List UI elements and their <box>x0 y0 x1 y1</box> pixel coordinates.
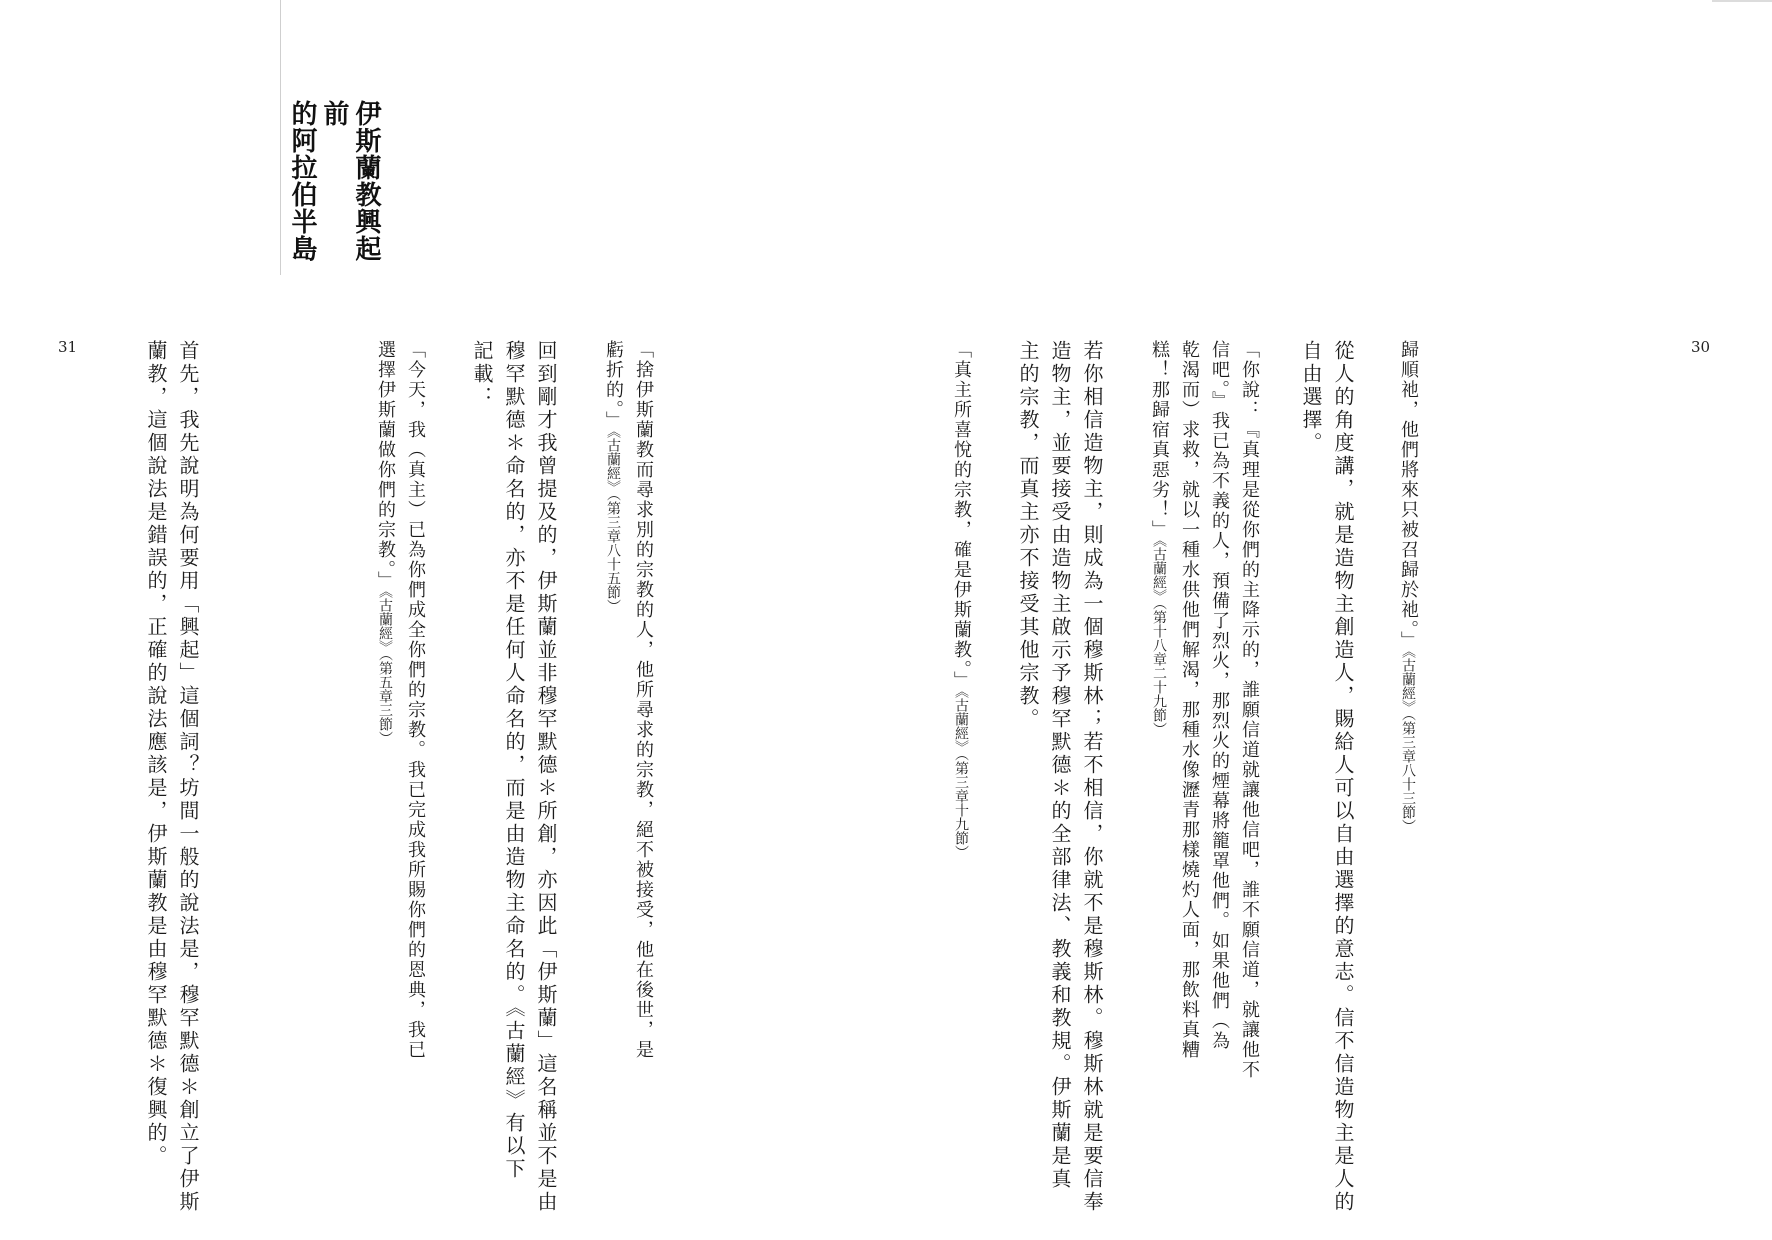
body-text-column: 蘭教，這個說法是錯誤的，正確的說法應該是，伊斯蘭教是由穆罕默德＊復興的。 <box>144 340 168 1168</box>
quote-column: 歸順祂，他們將來只被召歸於祂。」《古蘭經》（第三章八十三節） <box>1398 340 1419 833</box>
title-divider <box>280 0 281 275</box>
page-number-right: 30 <box>1691 338 1711 356</box>
corner-mark <box>1712 0 1772 2</box>
quote-column: 選擇伊斯蘭做你們的宗教。」《古蘭經》（第五章三節） <box>375 340 396 745</box>
body-text-column: 造物主，並要接受由造物主啟示予穆罕默德＊的全部律法、教義和教規。伊斯蘭是真 <box>1048 340 1072 1191</box>
quote-column: 虧折的。」《古蘭經》（第三章八十五節） <box>603 340 624 613</box>
quote-column: 「你說：『真理是從你們的主降示的，誰願信道就讓他信吧，誰不願信道，就讓他不 <box>1239 340 1260 1080</box>
chapter-title: 伊斯蘭教興起前 的阿拉伯半島 <box>287 100 381 262</box>
body-text-column: 自由選擇。 <box>1299 340 1323 455</box>
quote-column: 「捨伊斯蘭教而尋求別的宗教的人，他所尋求的宗教，絕不被接受，他在後世，是 <box>633 340 654 1060</box>
right-page <box>886 0 1772 1240</box>
body-text-column: 穆罕默德＊命名的，亦不是任何人命名的，而是由造物主命名的。《古蘭經》有以下 <box>502 340 526 1181</box>
quote-column: 信吧。』我已為不義的人，預備了烈火，那烈火的煙幕將籠罩他們。如果他們（為 <box>1209 340 1230 1051</box>
quote-column: 乾渴而）求救，就以一種水供他們解渴，那種水像瀝青那樣燒灼人面，那飲料真糟 <box>1179 340 1200 1060</box>
page-number-left: 31 <box>58 338 78 356</box>
body-text-column: 從人的角度講，就是造物主創造人，賜給人可以自由選擇的意志。信不信造物主是人的 <box>1331 340 1355 1214</box>
quote-column: 「今天，我（真主）已為你們成全你們的宗教。我已完成我所賜你們的恩典，我已 <box>405 340 426 1060</box>
body-text-column: 記載： <box>470 340 494 409</box>
body-text-column: 首先，我先說明為何要用「興起」這個詞？坊間一般的說法是，穆罕默德＊創立了伊斯 <box>176 340 200 1214</box>
body-text-column: 主的宗教，而真主亦不接受其他宗教。 <box>1016 340 1040 731</box>
quote-column: 「真主所喜悅的宗教，確是伊斯蘭教。」《古蘭經》（第三章十九節） <box>951 340 972 859</box>
body-text-column: 回到剛才我曾提及的，伊斯蘭並非穆罕默德＊所創，亦因此「伊斯蘭」這名稱並不是由 <box>534 340 558 1214</box>
quote-column: 糕！那歸宿真惡劣！」《古蘭經》（第十八章二十九節） <box>1149 340 1170 736</box>
body-text-column: 若你相信造物主，則成為一個穆斯林；若不相信，你就不是穆斯林。穆斯林就是要信奉 <box>1080 340 1104 1214</box>
